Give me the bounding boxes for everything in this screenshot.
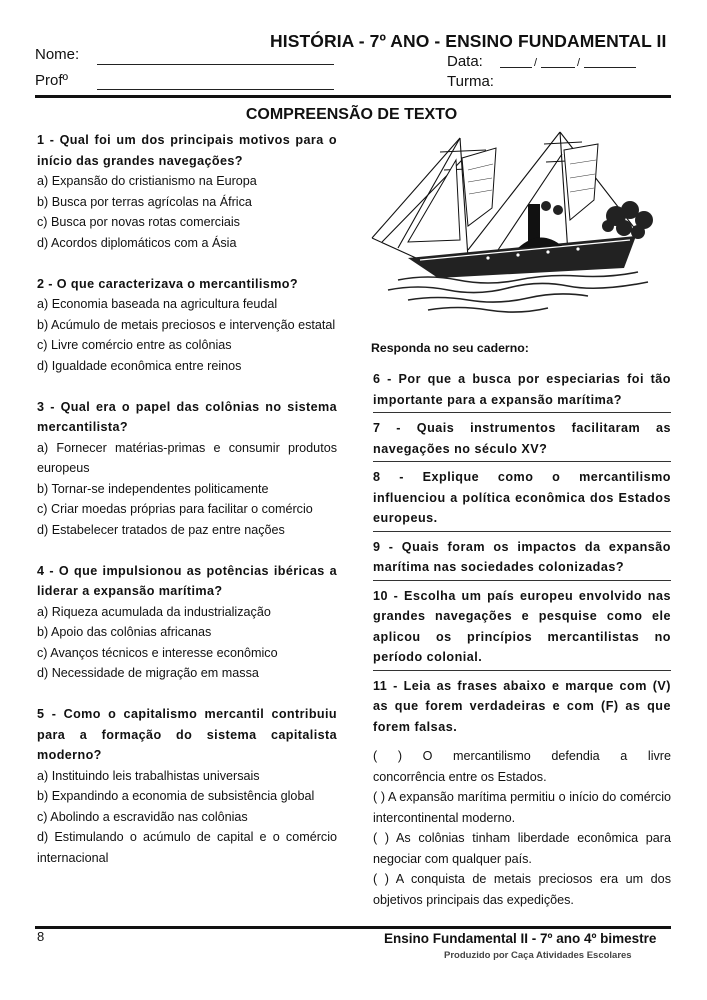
option: d) Necessidade de migração em massa (37, 666, 259, 680)
divider (373, 531, 671, 532)
option: c) Criar moedas próprias para facilitar o comércio (37, 502, 313, 516)
question-9: 9 - Quais foram os impactos da expansão marítima nas sociedades colonizadas? (373, 539, 671, 574)
date-day-line[interactable] (500, 67, 532, 68)
option: a) Fornecer matérias-primas e consumir produtos europeus (37, 440, 337, 475)
prof-field-line[interactable] (97, 89, 334, 90)
question-5 (37, 704, 337, 868)
divider (373, 670, 671, 671)
date-month-line[interactable] (541, 67, 575, 68)
option: b) Acúmulo de metais preciosos e intervenção estatal (37, 317, 336, 332)
option: b) Busca por terras agrícolas na África (37, 194, 252, 209)
option: a) Riqueza acumulada da industrialização (37, 604, 271, 619)
option: d) Estabelecer tratados de paz entre nações (37, 522, 285, 537)
question-11: 11 - Leia as frases abaixo e marque com (V) as que forem verdadeiras e com (F) as que forem falsas. (373, 678, 671, 734)
divider (373, 412, 671, 413)
true-false-statement: ( ) O mercantilismo defendia a livre concorrência entre os Estados. (373, 749, 675, 784)
option: a) Expansão do cristianismo na Europa (37, 174, 257, 188)
turma-label: Turma: (447, 73, 494, 90)
date-separator: / (534, 57, 538, 69)
question-text: 3 - Qual era o papel das colônias no sistema mercantilista? (37, 399, 337, 434)
question-2 (37, 274, 337, 377)
option: a) Instituindo leis trabalhistas universais (37, 768, 260, 783)
question-6: 6 - Por que a busca por especiarias foi tão importante para a expansão marítima? (373, 372, 671, 407)
question-4 (37, 561, 337, 684)
data-label: Data: (447, 53, 483, 70)
option: c) Livre comércio entre as colônias (37, 338, 232, 352)
divider (373, 461, 671, 462)
question-10: 10 - Escolha um país europeu envolvido nas grandes navegações e pesquise como ele aplicou os princípios mercantilistas no período colonial. (373, 588, 671, 664)
option: b) Tornar-se independentes politicamente (37, 481, 269, 496)
footer-grade: Ensino Fundamental II - 7º ano 4º bimestre (384, 931, 657, 946)
question-text: 2 - O que caracterizava o mercantilismo? (37, 276, 298, 291)
true-false-statement: ( ) A expansão marítima permitiu o início do comércio intercontinental moderno. (373, 790, 671, 825)
true-false-statement: ( ) As colônias tinham liberdade econômica para negociar com qualquer país. (373, 831, 671, 866)
option: b) Expandindo a economia de subsistência global (37, 789, 315, 803)
page-title: HISTÓRIA - 7º ANO - ENSINO FUNDAMENTAL II (270, 31, 667, 51)
question-3 (37, 397, 337, 541)
option: d) Igualdade econômica entre reinos (37, 358, 242, 373)
nome-field-line[interactable] (97, 64, 334, 65)
option: a) Economia baseada na agricultura feudal (37, 297, 278, 311)
date-separator: / (577, 57, 581, 69)
nome-label: Nome: (35, 46, 80, 63)
option: c) Avanços técnicos e interesse econômico (37, 645, 278, 660)
option: b) Apoio das colônias africanas (37, 625, 212, 639)
question-7: 7 - Quais instrumentos facilitaram as navegações no século XV? (373, 421, 671, 456)
date-year-line[interactable] (584, 67, 636, 68)
section-title: COMPREENSÃO DE TEXTO (245, 106, 458, 123)
option: c) Abolindo a escravidão nas colônias (37, 809, 248, 824)
question-8: 8 - Explique como o mercantilismo influenciou a política econômica dos Estados europeus. (373, 470, 671, 525)
question-1 (37, 130, 337, 253)
prof-label: Profº (35, 72, 68, 89)
option: d) Estimulando o acúmulo de capital e o comércio internacional (37, 830, 337, 865)
true-false-statement: ( ) A conquista de metais preciosos era um dos objetivos principais das expedições. (373, 872, 671, 907)
instruction: Responda no seu caderno: (371, 341, 529, 355)
footer-divider (35, 926, 671, 929)
left-question-column (37, 130, 337, 868)
steamship-illustration (368, 130, 660, 320)
divider (373, 580, 671, 581)
header-divider (35, 95, 671, 98)
question-text: 5 - Como o capitalismo mercantil contribuiu para a formação do sistema capitalista moderno? (37, 707, 337, 762)
footer-credit: Produzido por Caça Atividades Escolares (444, 950, 632, 961)
right-question-column (373, 369, 675, 910)
question-text: 4 - O que impulsionou as potências ibéricas a liderar a expansão marítima? (37, 563, 337, 598)
question-text: 1 - Qual foi um dos principais motivos para o início das grandes navegações? (37, 133, 337, 168)
page-number: 8 (37, 929, 45, 944)
option: c) Busca por novas rotas comerciais (37, 215, 240, 229)
option: d) Acordos diplomáticos com a Ásia (37, 235, 237, 250)
